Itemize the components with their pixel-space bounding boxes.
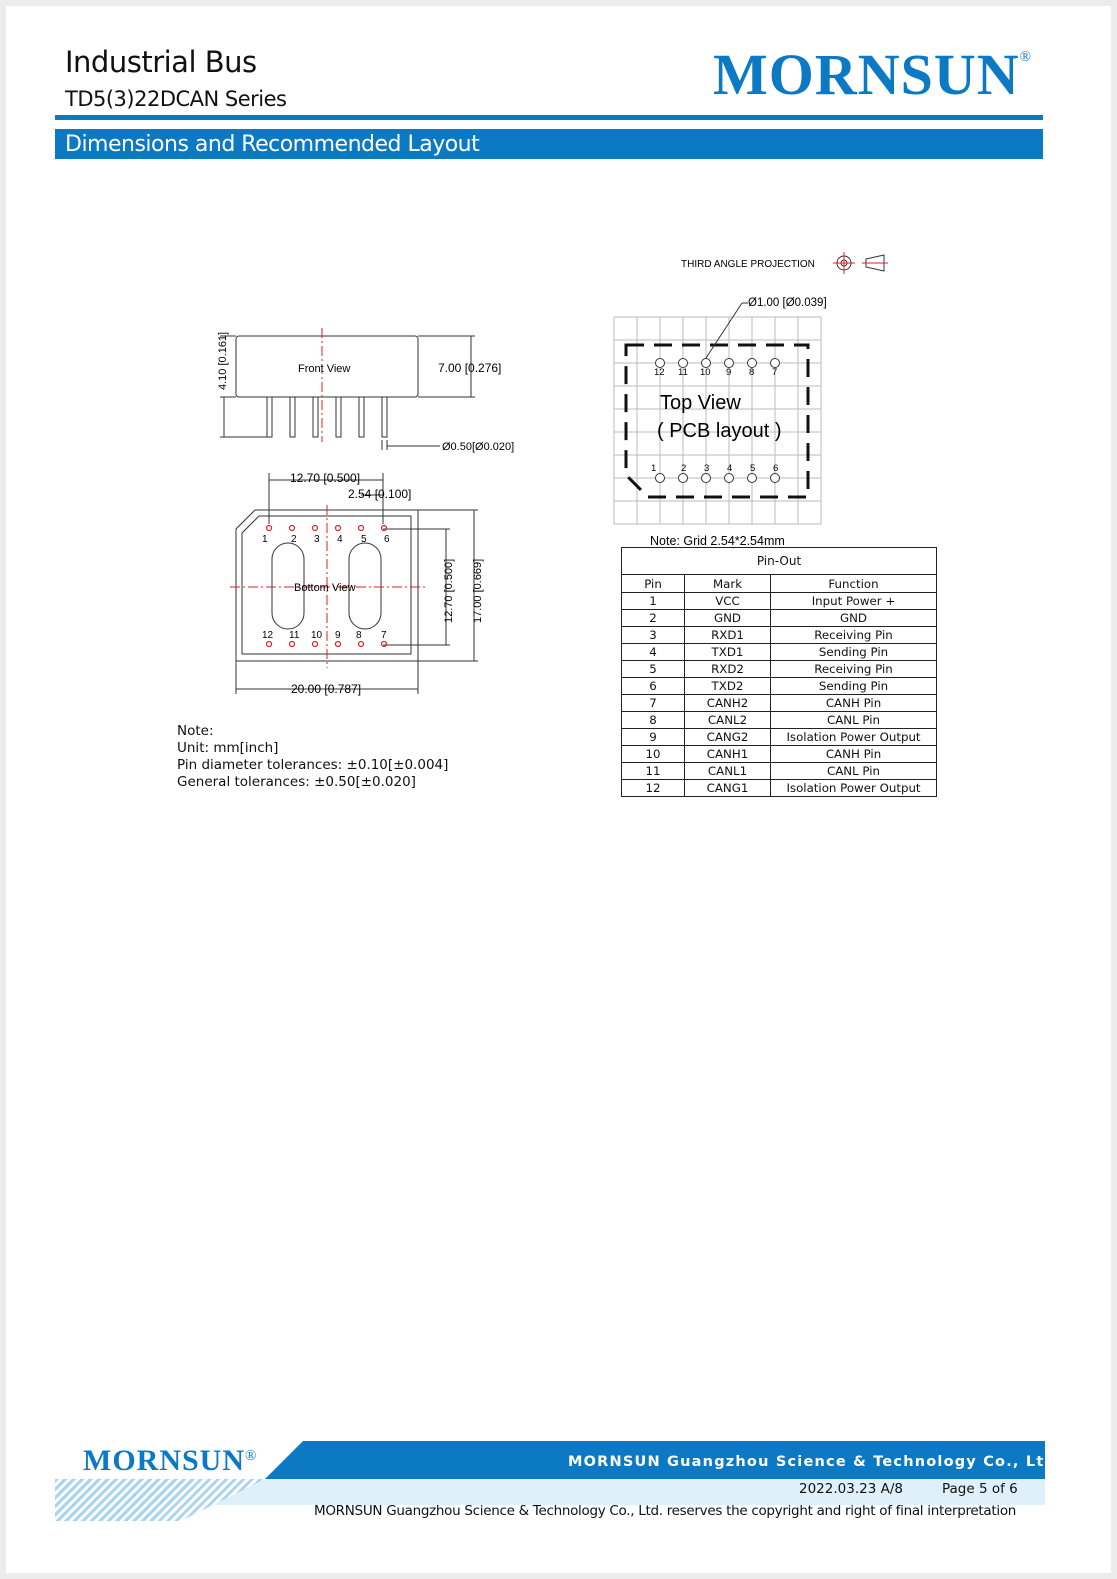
svg-text:4: 4 [727,463,733,474]
table-row [622,661,937,678]
pinout-table [621,547,937,797]
mark-cell: RXD1 [685,627,771,644]
function-cell: GND [771,610,937,627]
top-view-label: Top View [660,392,741,414]
function-cell: Sending Pin [771,678,937,695]
product-title: Industrial Bus [65,45,257,79]
footer-copyright: MORNSUN Guangzhou Science & Technology Co., Ltd. reserves the copyright and right of final interpretation [314,1503,1017,1519]
dim-row-spacing: 12.70 [0.500] [443,558,455,623]
svg-text:3: 3 [704,463,710,474]
svg-text:8: 8 [356,630,362,641]
mark-cell: VCC [685,593,771,610]
mark-cell: GND [685,610,771,627]
table-row [622,627,937,644]
svg-text:10: 10 [700,367,711,378]
pin-cell: 6 [622,678,685,695]
mark-cell: CANL2 [685,712,771,729]
footer-logo: MORNSUN® [83,1444,258,1477]
mark-cell: CANL1 [685,763,771,780]
function-cell: Sending Pin [771,644,937,661]
col-function: Function [771,575,937,593]
table-row [622,729,937,746]
svg-text:6: 6 [384,534,390,545]
svg-text:4: 4 [337,534,343,545]
function-cell: Receiving Pin [771,627,937,644]
function-cell: CANH Pin [771,746,937,763]
function-cell: CANL Pin [771,712,937,729]
pin-cell: 5 [622,661,685,678]
pin-cell: 10 [622,746,685,763]
projection-symbol-icon [833,252,888,274]
notes-unit: Unit: mm[inch] [177,740,279,756]
svg-text:7: 7 [772,367,778,378]
footer-page-number: Page 5 of 6 [942,1481,1018,1497]
mornsun-logo: MORNSUN® [713,42,1033,107]
svg-text:12: 12 [654,367,665,378]
pin-cell: 3 [622,627,685,644]
table-row [622,678,937,695]
pcb-layout-label: ( PCB layout ) [657,420,782,442]
svg-text:5: 5 [361,534,367,545]
drawing-notes [177,723,448,791]
mark-cell: CANH1 [685,746,771,763]
notes-pin-tolerance: Pin diameter tolerances: ±0.10[±0.004] [177,757,449,773]
pinout-caption: Pin-Out [621,547,937,574]
mark-cell: CANH2 [685,695,771,712]
svg-text:3: 3 [314,534,320,545]
svg-text:7: 7 [381,630,387,641]
table-row [622,780,937,797]
mark-cell: TXD2 [685,678,771,695]
pin-cell: 7 [622,695,685,712]
svg-text:11: 11 [678,367,688,378]
svg-text:10: 10 [311,630,323,641]
svg-text:5: 5 [750,463,756,474]
mark-cell: CANG1 [685,780,771,797]
table-row [622,746,937,763]
dim-pin-height: 4.10 [0.161] [217,331,229,390]
pin-cell: 1 [622,593,685,610]
svg-text:12: 12 [262,630,274,641]
svg-text:11: 11 [289,630,300,641]
hole-leader [706,303,742,358]
notes-general-tolerance: General tolerances: ±0.50[±0.020] [177,774,416,790]
projection-label: THIRD ANGLE PROJECTION [681,259,815,270]
pin-cell: 8 [622,712,685,729]
pinout-header-row [622,575,937,593]
svg-text:1: 1 [262,534,268,545]
footer-company-name: MORNSUN Guangzhou Science & Technology Co., Ltd. [568,1454,1063,1470]
table-row [622,712,937,729]
function-cell: CANH Pin [771,695,937,712]
function-cell: Receiving Pin [771,661,937,678]
col-pin: Pin [622,575,685,593]
svg-text:6: 6 [773,463,779,474]
notes-title: Note: [177,723,214,739]
pin-cell: 11 [622,763,685,780]
function-cell: Isolation Power Output [771,780,937,797]
footer-date: 2022.03.23 A/8 [799,1481,903,1497]
dim-pin-diameter: Ø0.50[Ø0.020] [442,441,515,453]
section-title: Dimensions and Recommended Layout [65,132,480,157]
function-cell: Input Power + [771,593,937,610]
svg-text:8: 8 [749,367,755,378]
bottom-view-label: Bottom View [294,582,356,594]
table-row [622,695,937,712]
pin-cell: 2 [622,610,685,627]
front-view [220,328,475,450]
pin-cell: 12 [622,780,685,797]
table-row [622,593,937,610]
table-row [622,610,937,627]
table-row [622,644,937,661]
function-cell: Isolation Power Output [771,729,937,746]
svg-text:9: 9 [726,367,732,378]
mark-cell: TXD1 [685,644,771,661]
pin-cell: 4 [622,644,685,661]
mark-cell: CANG2 [685,729,771,746]
dim-body-height: 7.00 [0.276] [438,361,502,375]
svg-text:1: 1 [651,463,657,474]
series-title: TD5(3)22DCAN Series [65,87,287,111]
svg-text:2: 2 [681,463,687,474]
svg-text:9: 9 [335,630,341,641]
dim-pin-span: 12.70 [0.500] [290,471,361,485]
front-view-label: Front View [298,363,351,375]
function-cell: CANL Pin [771,763,937,780]
dim-hole-diameter: Ø1.00 [Ø0.039] [748,297,827,309]
grid-note: Note: Grid 2.54*2.54mm [650,534,785,548]
dim-body-width: 17.00 [0.669] [472,558,484,623]
dim-body-length: 20.00 [0.787] [291,682,362,696]
mark-cell: RXD2 [685,661,771,678]
pin-cell: 9 [622,729,685,746]
table-row [622,763,937,780]
col-mark: Mark [685,575,771,593]
dim-pin-pitch: 2.54 [0.100] [348,487,412,501]
svg-text:2: 2 [291,534,297,545]
